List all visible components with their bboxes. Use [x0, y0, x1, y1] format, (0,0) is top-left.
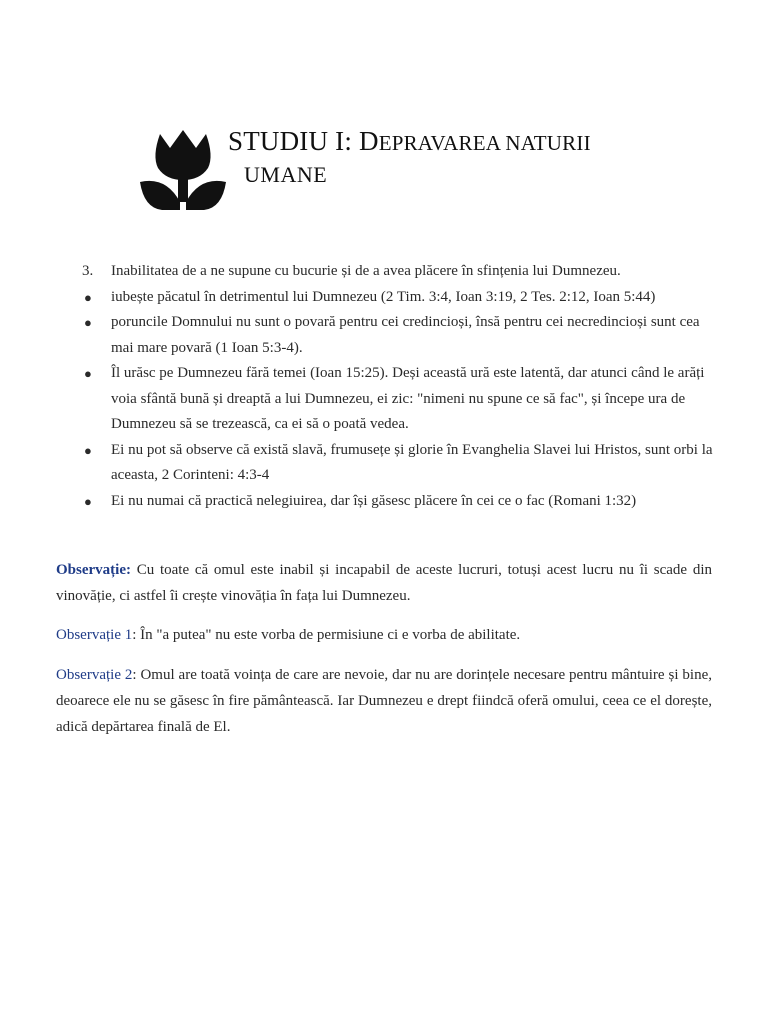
list-item: [80, 361, 720, 438]
list-item-text: Îl urăsc pe Dumnezeu fără temei (Ioan 15:25). Deși această ură este latentă, dar atunci când le arăți voia sfântă bună și dreaptă a lui Dumnezeu, ei zic: "nimeni nu spune ce să fac", și începe ura de Dumnezeu să se trezească, ca ei să o poată vedea.: [111, 365, 705, 432]
list-item: [80, 310, 720, 361]
list-item-text: poruncile Domnului nu sunt o povară pentru cei credincioși, însă pentru cei necredincioși sunt cea mai mare povară (1 Ioan 5:3-4).: [111, 314, 700, 356]
observation-text: Cu toate că omul este inabil și incapabil de aceste lucruri, totuși acest lucru nu îi scade din vinovăție, ci astfel îi crește vinovăția în fața lui Dumnezeu.: [56, 562, 712, 604]
list-item-text: Inabilitatea de a ne supune cu bucurie și de a avea plăcere în sfințenia lui Dumnezeu.: [111, 263, 621, 279]
observation-label: Observație:: [56, 562, 131, 578]
observation-1-text: : În "a putea" nu este vorba de permisiune ci e vorba de abilitate.: [132, 627, 521, 643]
tulip-icon: [138, 124, 228, 210]
study-header: [138, 120, 718, 215]
bullet-icon: ●: [84, 289, 92, 305]
list-item: [80, 285, 720, 311]
list-item: [80, 438, 720, 489]
bullet-icon: ●: [84, 442, 92, 458]
observation-1-label: Observație 1: [56, 627, 133, 643]
observation-2-label: Observație 2: [56, 667, 133, 683]
list-item-text: Ei nu numai că practică nelegiuirea, dar își găsesc plăcere în cei ce o fac (Romani 1:32): [111, 492, 637, 509]
list-item: [80, 259, 720, 285]
observation-paragraph: [56, 557, 712, 609]
page-title: STUDIU I: DEPRAVAREA NATURII: [228, 126, 591, 156]
list-number: 3.: [82, 263, 94, 279]
bullet-icon: ●: [84, 315, 92, 330]
list-item: [80, 489, 720, 515]
page-title-continuation: UMANE: [244, 162, 328, 187]
list-item-text: Ei nu pot să observe că există slavă, frumusețe și glorie în Evanghelia Slavei lui Hristos, sunt orbi la aceasta, 2 Corinteni: 4:3-4: [111, 441, 713, 483]
bullet-icon: ●: [84, 366, 92, 381]
bullet-icon: ●: [84, 493, 92, 509]
list-item-text: iubește păcatul în detrimentul lui Dumnezeu (2 Tim. 3:4, Ioan 3:19, 2 Tes. 2:12, Ioan 5:44): [111, 288, 656, 305]
study-list: [80, 259, 720, 514]
observation-2-text: : Omul are toată voința de care are nevoie, dar nu are dorințele necesare pentru mântuire și bine, deoarece ele nu se găsesc în fire pământească. Iar Dumnezeu e drept fiindcă oferă omului, ceea ce el dorește, adică depărtarea finală de El.: [56, 667, 712, 735]
observation-2-paragraph: [56, 662, 712, 740]
observation-1-paragraph: [56, 622, 712, 648]
